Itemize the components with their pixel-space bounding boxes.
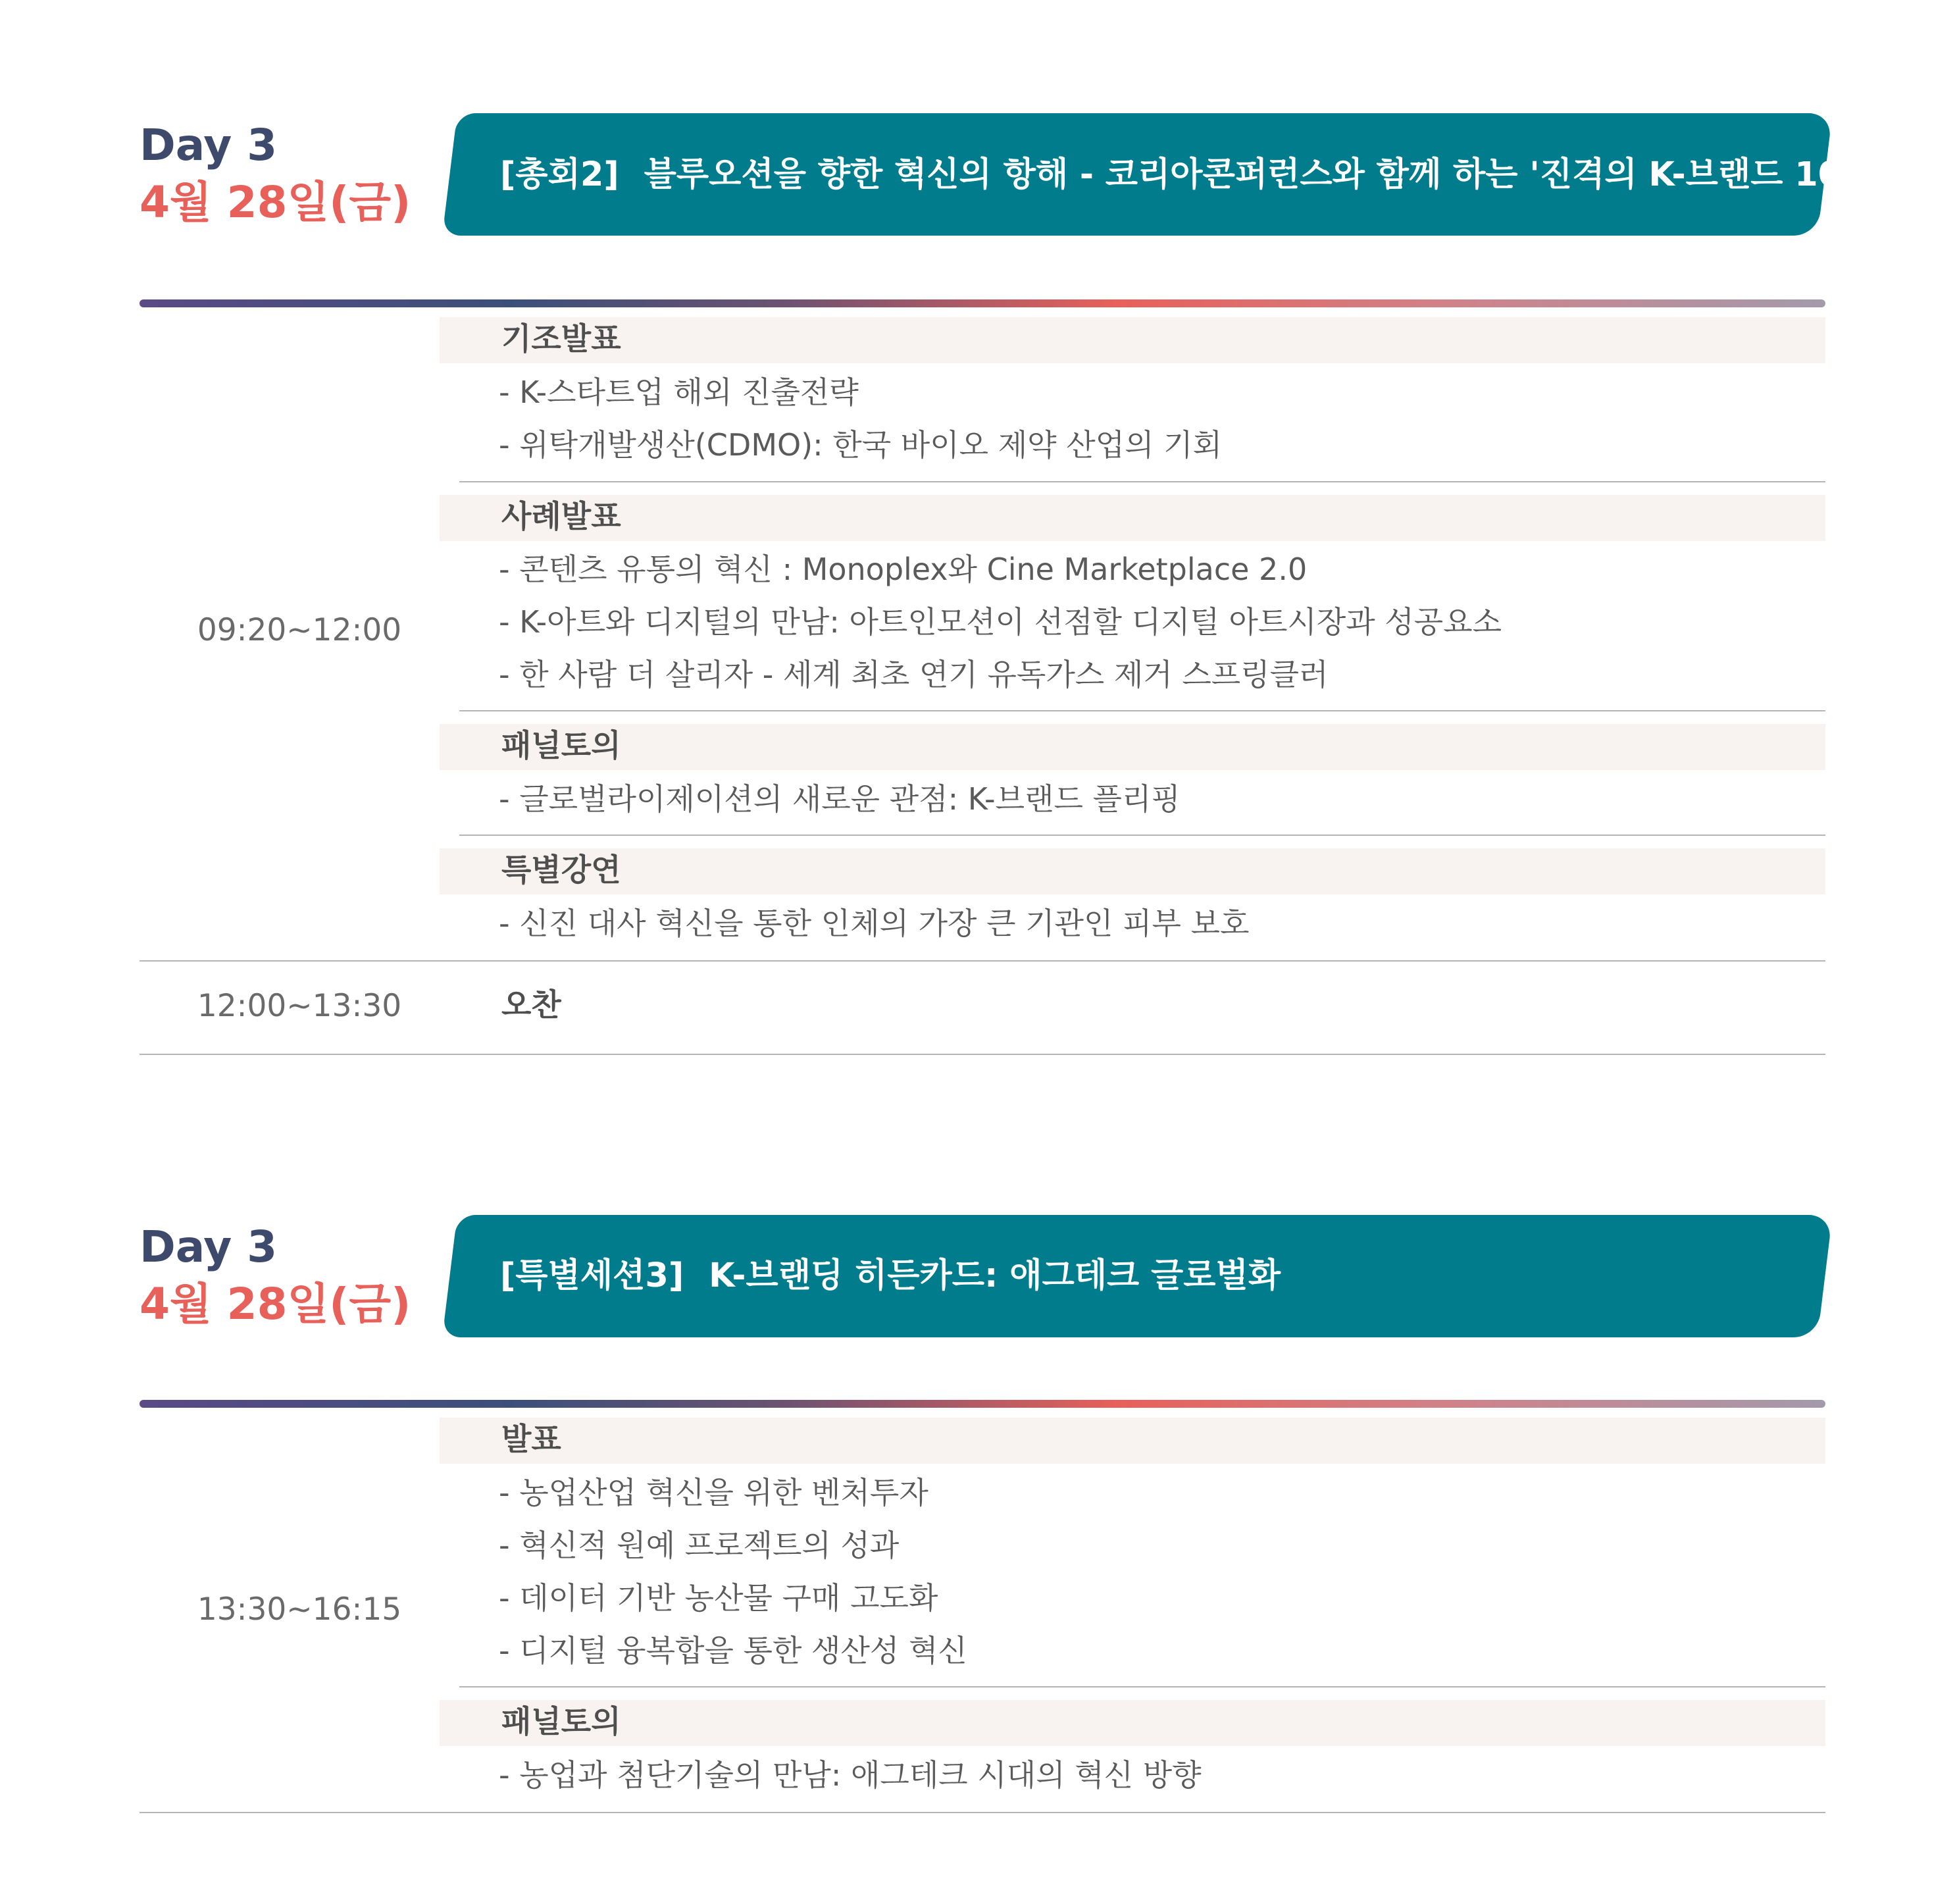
section-title: 패널토의 <box>501 728 621 764</box>
banner-title: 블루오션을 향한 혁신의 항해 - 코리아콘퍼런스와 함께 하는 '진격의 K-브랜드 100' <box>644 155 1875 194</box>
banner-title: K-브랜딩 히든카드: 애그테크 글로벌화 <box>709 1256 1281 1295</box>
agenda-item: - 혁신적 원예 프로젝트의 성과 <box>499 1528 900 1563</box>
section-header <box>440 848 1825 894</box>
agenda-item: - 데이터 기반 농산물 구매 고도화 <box>499 1580 938 1616</box>
agenda-item: - 위탁개발생산(CDMO): 한국 바이오 제약 산업의 기회 <box>499 427 1223 463</box>
section-header <box>440 1418 1825 1464</box>
banner-text <box>500 155 1875 194</box>
lunch-label: 오찬 <box>501 987 561 1023</box>
section-divider <box>459 481 1825 482</box>
session-time: 09:20~12:00 <box>197 612 402 648</box>
day-label: Day 3 <box>140 1222 278 1272</box>
agenda-item: - 농업과 첨단기술의 만남: 애그테크 시대의 혁신 방향 <box>499 1757 1202 1793</box>
agenda-item: - K-아트와 디지털의 만남: 아트인모션이 선점할 디지털 아트시장과 성공요소 <box>499 604 1502 640</box>
banner-tag: [특별세션3] <box>500 1256 684 1295</box>
section-header <box>440 317 1825 363</box>
section-title: 특별강연 <box>501 852 621 888</box>
section-title: 기조발표 <box>501 321 621 357</box>
agenda-item: - 농업산업 혁신을 위한 벤처투자 <box>499 1475 928 1510</box>
day-label: Day 3 <box>140 120 278 170</box>
date-label: 4월 28일(금) <box>140 1279 411 1329</box>
agenda-item: - 한 사람 더 살리자 - 세계 최초 연기 유독가스 제거 스프링클러 <box>499 657 1329 692</box>
section-header <box>440 495 1825 541</box>
banner-text <box>500 1256 1281 1295</box>
agenda-item: - 콘텐츠 유통의 혁신 : Monoplex와 Cine Marketplace 2.0 <box>499 552 1308 587</box>
agenda-item: - 신진 대사 혁신을 통한 인체의 가장 큰 기관인 피부 보호 <box>499 906 1250 941</box>
section-title: 발표 <box>501 1422 561 1458</box>
section-header <box>440 1700 1825 1746</box>
agenda-item: - K-스타트업 해외 진출전략 <box>499 374 859 410</box>
lunch-time: 12:00~13:30 <box>197 988 402 1024</box>
agenda-item: - 디지털 융복합을 통한 생산성 혁신 <box>499 1633 967 1668</box>
section-title: 사례발표 <box>501 499 621 535</box>
section-divider <box>459 710 1825 711</box>
banner-tag: [총회2] <box>500 155 619 194</box>
gradient-divider <box>140 299 1825 307</box>
gradient-divider <box>140 1400 1825 1408</box>
row-divider <box>140 1054 1825 1055</box>
section-divider <box>459 835 1825 836</box>
date-label: 4월 28일(금) <box>140 177 411 228</box>
session-time: 13:30~16:15 <box>197 1591 402 1628</box>
row-divider <box>140 1812 1825 1813</box>
agenda-item: - 글로벌라이제이션의 새로운 관점: K-브랜드 플리핑 <box>499 781 1181 817</box>
section-header <box>440 724 1825 770</box>
section-divider <box>459 1686 1825 1687</box>
section-title: 패널토의 <box>501 1704 621 1740</box>
row-divider <box>140 960 1825 962</box>
